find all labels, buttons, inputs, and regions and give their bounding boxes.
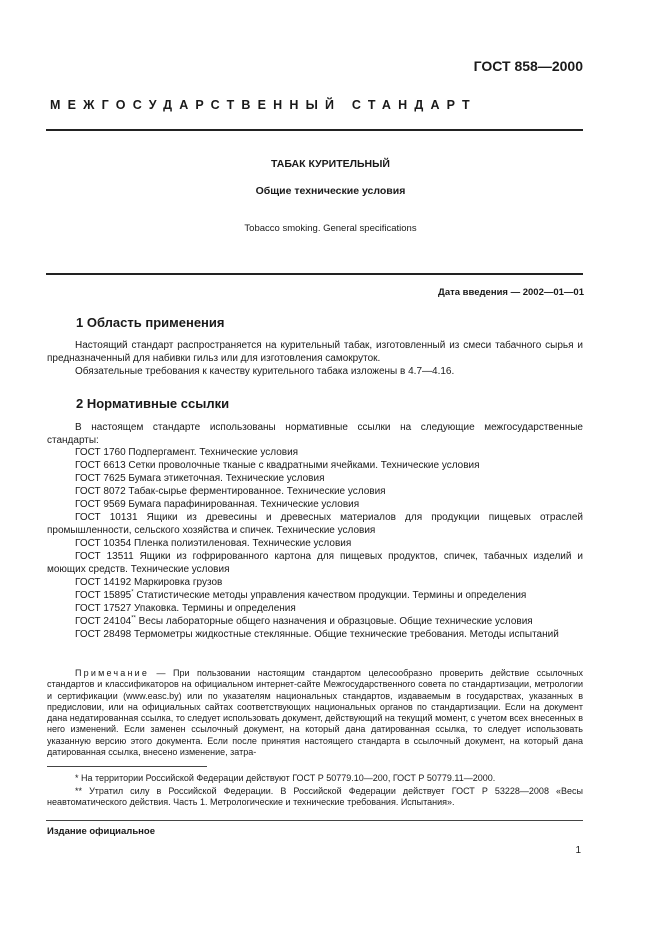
reference-item [47,538,583,551]
reference-title: Маркировка грузов [131,577,223,588]
document-subtitle: Общие технические условия [255,185,406,197]
reference-title: Бумага парафинированная. Технические условия [125,499,360,510]
note-text: — При пользовании настоящим стандартом целесообразно проверить действие ссылочных стандартов и классификаторов на официальном интернет-сайте Межгосударственного совета по стандартизации, метрологии и сертификации (www.easc.by) или по указателям национальных стандартов, издаваемым в государствах, указанных в предисловии, или на официальных сайтах соответствующих национальных органов по стандартизации. Если на документ дана недатированная ссылка, то следует использовать документ, действующий на текущий момент, с учетом всех внесенных в него изменений. Если заменен ссылочный документ, на который дана датированная ссылка, то следует использовать указанную версию этого документа. Если после принятия настоящего стандарта в ссылочный документ, на который дана датированная ссылка, внесено изменение, затра- [47,668,583,758]
top-rule [46,129,583,131]
reference-code: ГОСТ 7625 [75,473,126,484]
note-label: Примечание [75,668,150,678]
reference-title: Пленка полиэтиленовая. Технические условия [131,538,352,549]
section-1-paragraph-2: Обязательные требования к качеству курительного табака изложены в 4.7—4.16. [75,366,455,377]
footnote-rule [47,766,207,767]
section-2-intro: В настоящем стандарте использованы нормативные ссылки на следующие межгосударственные стандарты: [47,422,583,446]
reference-title: Табак-сырье ферментированное. Технические условия [125,486,386,497]
reference-title: Сетки проволочные тканые с квадратными ячейками. Технические условия [125,460,480,471]
page-number: 1 [575,845,581,856]
reference-item [47,473,583,486]
reference-item [47,616,583,629]
reference-item [47,629,583,642]
reference-item [47,512,583,537]
reference-title: Ящики из гофрированного картона для пищевых продуктов, спичек, табачных изделий и моющих средств. Технические условия [47,551,583,575]
reference-item [47,551,583,576]
reference-title: Упаковка. Термины и определения [131,603,296,614]
reference-code: ГОСТ 24104 [75,616,132,627]
reference-item [47,486,583,499]
reference-item [47,577,583,590]
document-title: ТАБАК КУРИТЕЛЬНЫЙ [271,158,390,170]
edition-label: Издание официальное [47,826,155,837]
reference-code: ГОСТ 14192 [75,577,132,588]
reference-title: Подпергамент. Технические условия [125,447,299,458]
section-1-paragraph-1: Настоящий стандарт распространяется на курительный табак, изготовленный из смеси табачного сырья и предназначенный для набивки гильз или для изготовления самокруток. [47,340,583,364]
reference-code: ГОСТ 8072 [75,486,126,497]
bottom-rule [46,820,583,821]
reference-title: Ящики из древесины и древесных материалов для продукции пищевых отраслей промышленности, сельского хозяйства и спичек. Технические условия [47,512,583,536]
reference-code: ГОСТ 15895 [75,590,132,601]
reference-title: Бумага этикеточная. Технические условия [125,473,325,484]
reference-code: ГОСТ 9569 [75,499,126,510]
english-title: Tobacco smoking. General specifications [244,223,417,234]
references-note [47,668,583,758]
reference-code: ГОСТ 13511 [75,551,134,562]
title-rule [46,273,583,275]
reference-item [47,460,583,473]
reference-code: ГОСТ 10354 [75,538,132,549]
reference-item [47,603,583,616]
reference-code: ГОСТ 28498 [75,629,132,640]
reference-item [47,499,583,512]
reference-title: Весы лабораторные общего назначения и образцовые. Общие технические условия [135,616,533,627]
reference-code: ГОСТ 6613 [75,460,126,471]
standard-code: ГОСТ 858—2000 [473,58,583,74]
section-2-heading: 2 Нормативные ссылки [76,396,230,411]
reference-code: ГОСТ 17527 [75,603,132,614]
reference-item [47,447,583,460]
section-1-heading: 1 Область применения [76,315,225,330]
reference-title: Термометры жидкостные стеклянные. Общие технические требования. Методы испытаний [131,629,559,640]
footnote-marker: ** [131,615,136,622]
footnote-marker: * [131,589,134,596]
reference-code: ГОСТ 1760 [75,447,126,458]
standard-banner: МЕЖГОСУДАРСТВЕННЫЙ СТАНДАРТ [50,98,477,112]
introduction-date: Дата введения — 2002—01—01 [438,287,584,298]
reference-title: Статистические методы управления качеством продукции. Термины и определения [133,590,527,601]
reference-code: ГОСТ 10131 [75,512,138,523]
footnote-1: * На территории Российской Федерации действуют ГОСТ Р 50779.10—200, ГОСТ Р 50779.11—2000. [75,773,496,783]
reference-item [47,590,583,603]
footnote-2: ** Утратил силу в Российской Федерации. В Российской Федерации действует ГОСТ Р 53228—2008 «Весы неавтоматического действия. Часть 1. Метрологические и технические требования. Испытания». [47,786,583,808]
